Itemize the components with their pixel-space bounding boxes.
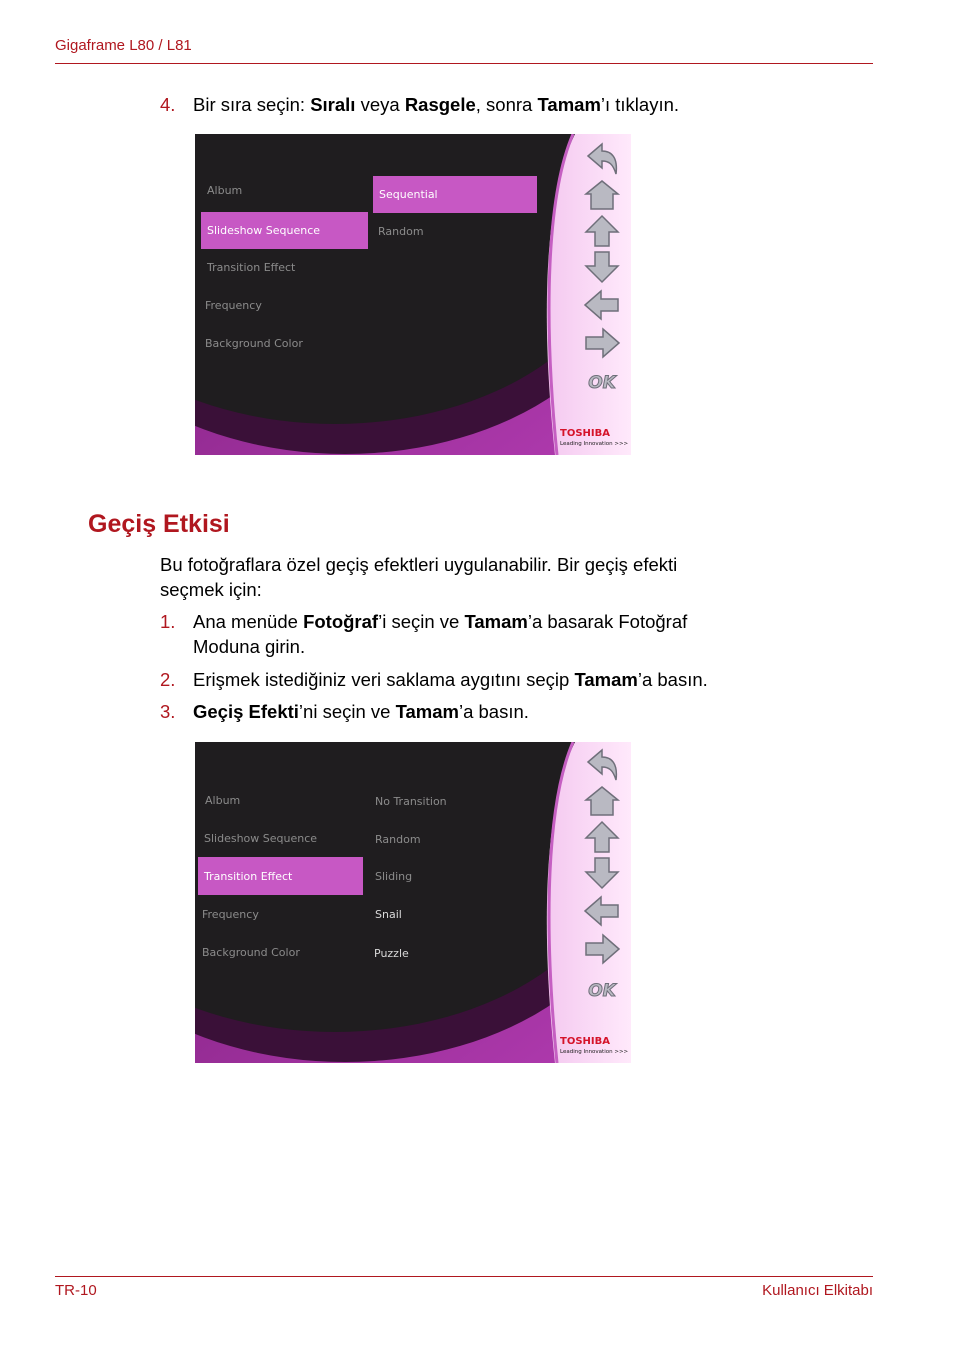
option-snail: Snail: [375, 908, 402, 921]
menu-item-slideshow-sequence: Slideshow Sequence: [201, 212, 368, 249]
down-icon: [582, 856, 622, 890]
down-icon: [582, 250, 622, 284]
section-title: Geçiş Etkisi: [88, 510, 230, 538]
intro-line-1: Bu fotoğraflara özel geçiş efektleri uygulanabilir. Bir geçiş efekti: [160, 554, 678, 575]
ok-icon: [582, 364, 622, 398]
home-icon: [582, 784, 622, 818]
home-icon: [582, 178, 622, 212]
page-header-title: Gigaframe L80 / L81: [55, 37, 192, 54]
brand-logo: TOSHIBA: [560, 1036, 610, 1047]
step-number: 3.: [160, 701, 176, 722]
menu-item-frequency: Frequency: [205, 299, 262, 312]
step-text: Ana menüde Fotoğraf’i seçin ve Tamam’a basarak Fotoğraf: [193, 611, 688, 632]
option-puzzle: Puzzle: [374, 947, 409, 960]
svg-text:OK: OK: [588, 373, 616, 393]
step-number: 1.: [160, 611, 176, 632]
menu-item-transition-effect: Transition Effect: [207, 261, 296, 274]
brand-logo: TOSHIBA: [560, 428, 610, 439]
intro-line-2: seçmek için:: [160, 579, 262, 600]
footer-page-number: TR-10: [55, 1282, 97, 1299]
step-number: 2.: [160, 669, 176, 690]
svg-text:OK: OK: [588, 981, 616, 1001]
screen-background: [195, 742, 631, 1063]
step-text-line-2: Moduna girin.: [193, 636, 306, 657]
screenshot-transition-effect: [195, 742, 631, 1063]
menu-item-transition-effect: Transition Effect: [198, 857, 363, 895]
right-icon: [582, 326, 622, 360]
brand-tagline: Leading Innovation >>>: [560, 1049, 629, 1055]
up-icon: [582, 820, 622, 854]
menu-item-background-color: Background Color: [205, 337, 303, 350]
option-sequential: Sequential: [373, 176, 537, 213]
option-random: Random: [378, 225, 424, 238]
menu-item-slideshow-sequence: Slideshow Sequence: [204, 832, 318, 845]
menu-item-album: Album: [207, 184, 243, 197]
up-icon: [582, 214, 622, 248]
ok-icon: [582, 972, 622, 1006]
menu-item-frequency: Frequency: [202, 908, 259, 921]
left-icon: [582, 894, 622, 928]
brand-tagline: Leading Innovation >>>: [560, 441, 629, 447]
option-random: Random: [375, 833, 421, 846]
intro-paragraph: [160, 552, 677, 602]
step-text: Geçiş Efekti’ni seçin ve Tamam’a basın.: [193, 701, 529, 722]
option-sliding: Sliding: [375, 870, 413, 883]
step-text: Bir sıra seçin: Sıralı veya Rasgele, sonra Tamam’ı tıklayın.: [193, 94, 680, 115]
footer-rule: [55, 1276, 873, 1277]
right-icon: [582, 932, 622, 966]
option-no-transition: No Transition: [375, 795, 447, 808]
menu-item-album: Album: [205, 794, 241, 807]
step-text: Erişmek istediğiniz veri saklama aygıtını seçip Tamam’a basın.: [193, 669, 708, 690]
menu-item-background-color: Background Color: [202, 946, 300, 959]
screenshot-slideshow-sequence: [195, 134, 631, 455]
step-number: 4.: [160, 94, 176, 115]
footer-manual-title: Kullanıcı Elkitabı: [762, 1282, 873, 1299]
back-icon: [582, 748, 622, 782]
back-icon: [582, 142, 622, 176]
header-rule: [55, 63, 873, 64]
left-icon: [582, 288, 622, 322]
